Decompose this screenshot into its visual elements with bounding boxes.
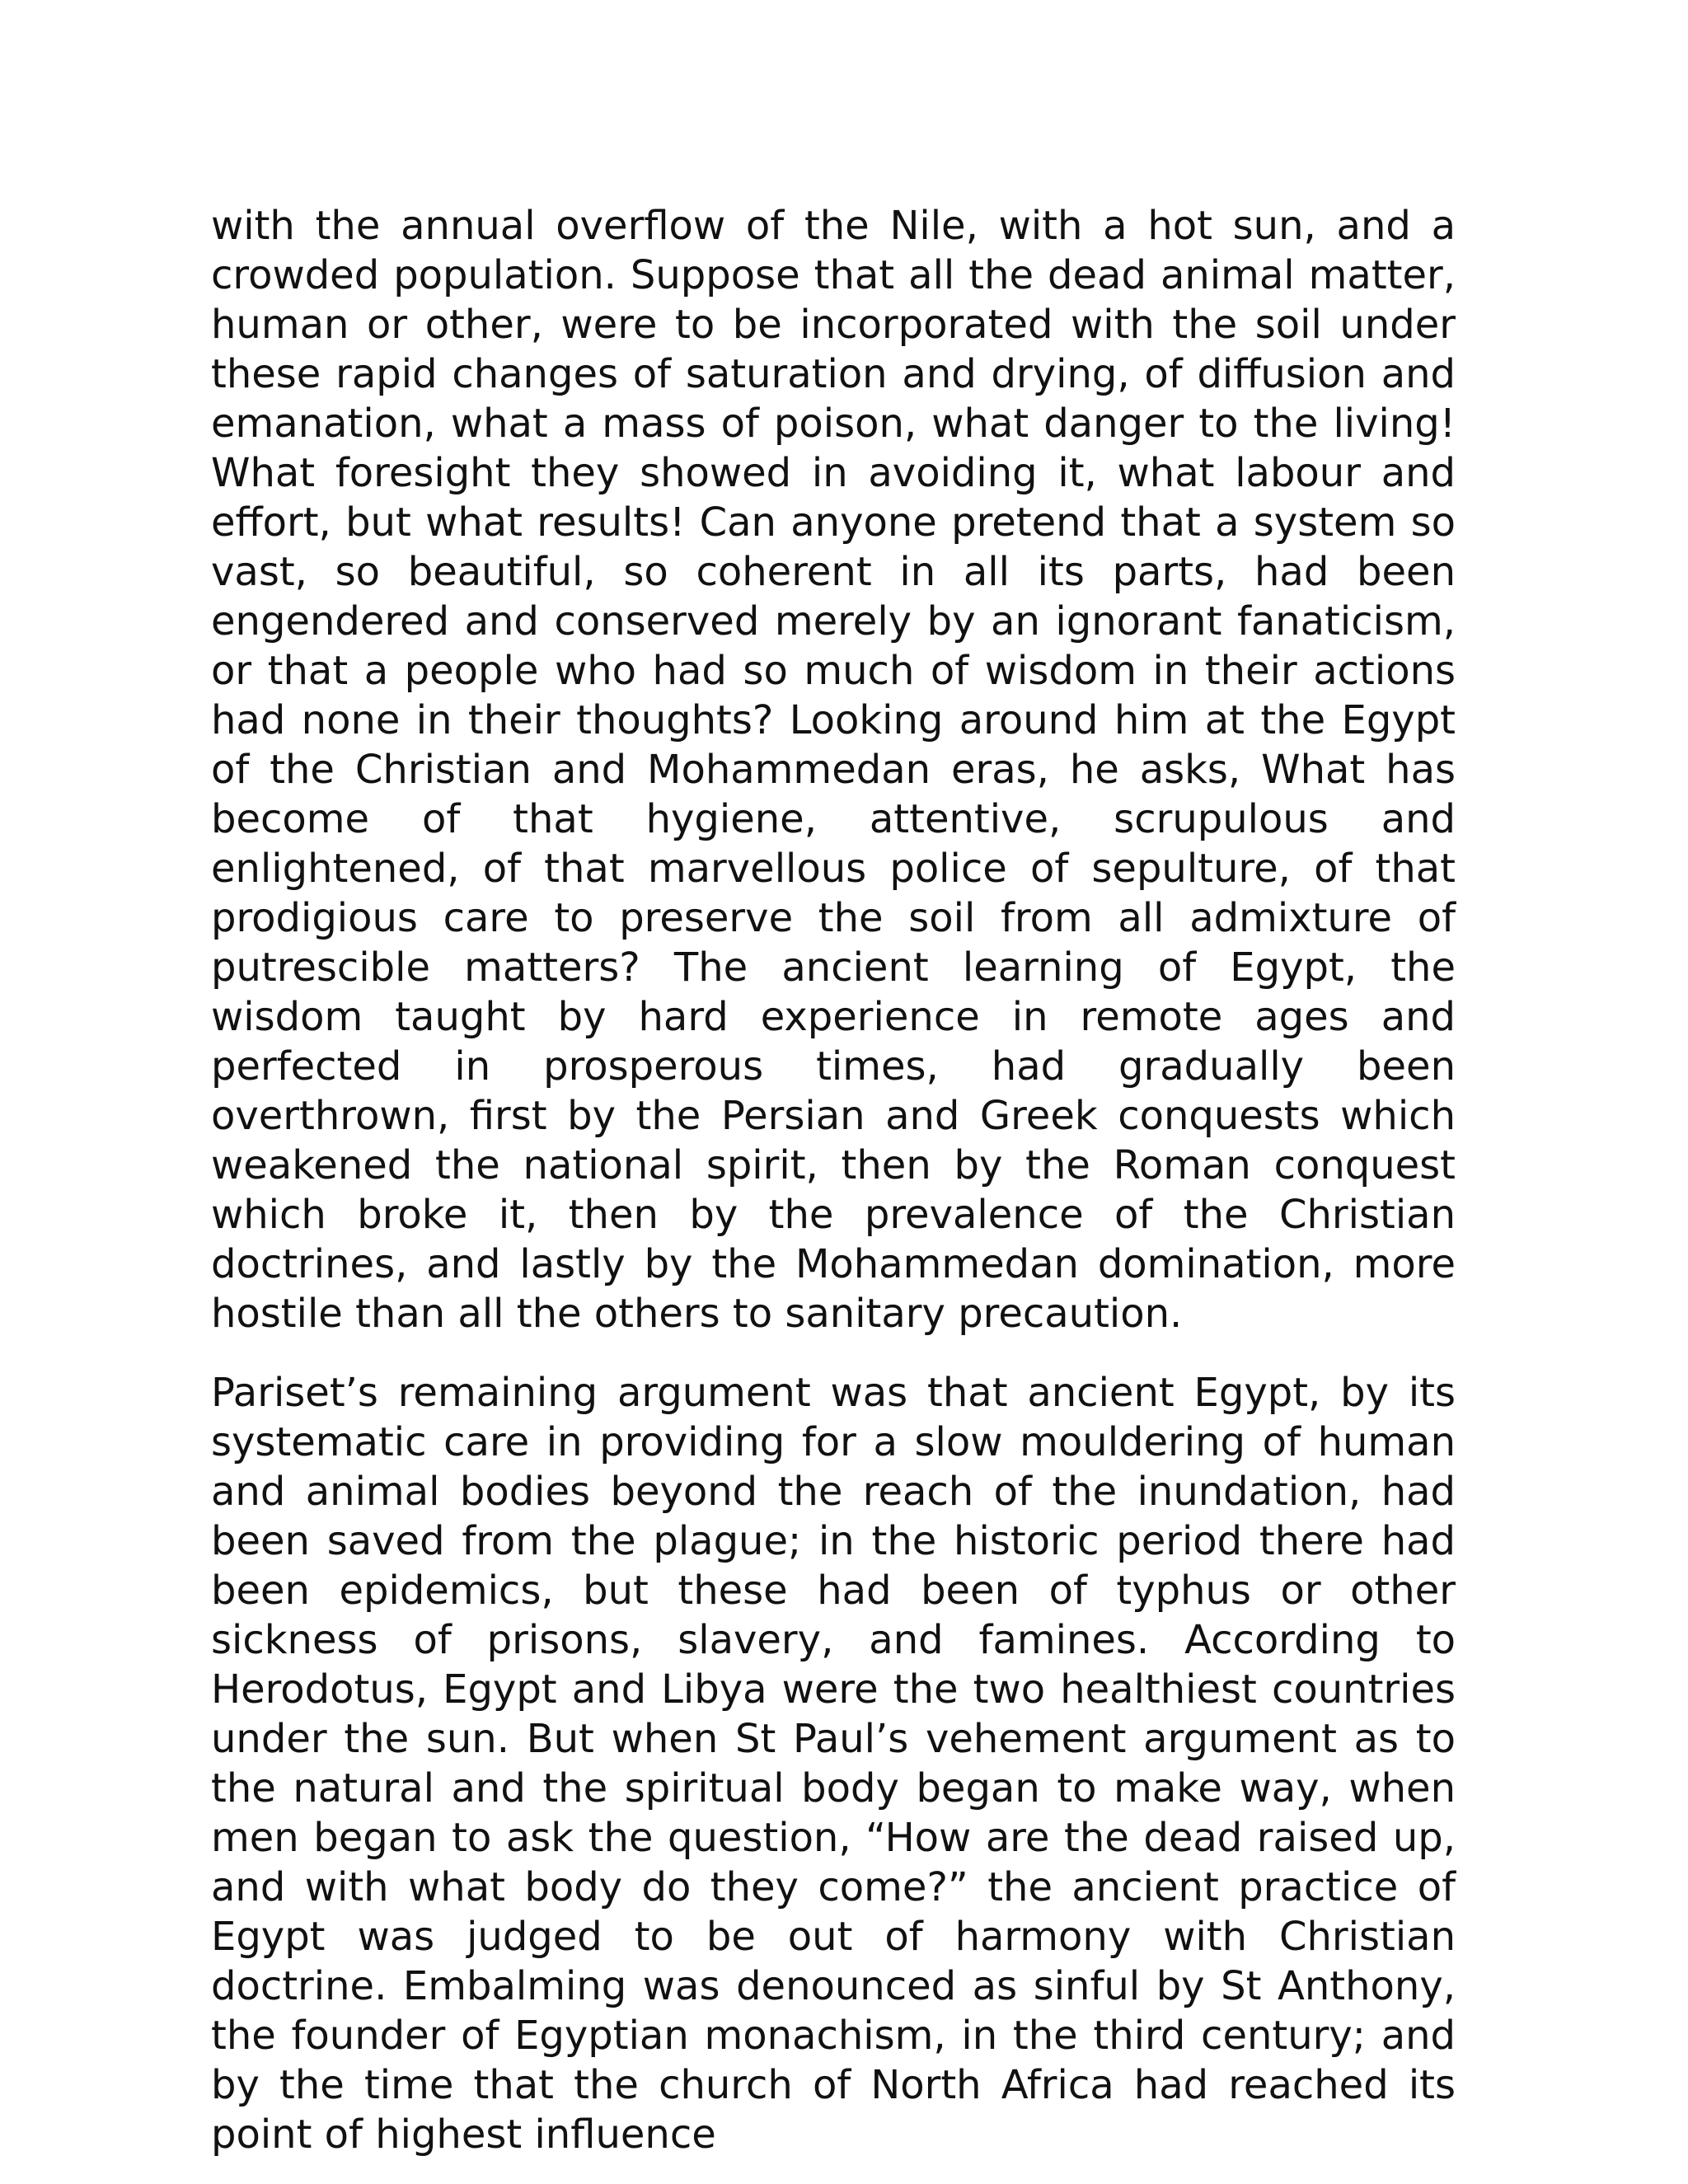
document-page [211,201,1456,2159]
paragraph-2: Pariset’s remaining argument was that ancient Egypt, by its systematic care in providing for a slow mouldering of human and animal bodies beyond the reach of the inundation, had been saved from the plague; in the historic period there had been epidemics, but these had been of typhus or other sickness of prisons, slavery, and famines. According to Herodotus, Egypt and Libya were the two healthiest countries under the sun. But when St Paul’s vehement argument as to the natural and the spiritual body began to make way, when men began to ask the question, “How are the dead raised up, and with what body do they come?” the ancient practice of Egypt was judged to be out of harmony with Christian doctrine. Embalming was denounced as sinful by St Anthony, the founder of Egyptian monachism, in the third century; and by the time that the church of North Africa had reached its point of highest influence [211,1370,1456,2158]
paragraph-1: with the annual overflow of the Nile, with a hot sun, and a crowded population. Suppose that all the dead animal matter, human or other, were to be incorporated with the soil under these rapid changes of saturation and drying, of diffusion and emanation, what a mass of poison, what danger to the living! What foresight they showed in avoiding it, what labour and effort, but what results! Can anyone pretend that a system so vast, so beautiful, so coherent in all its parts, had been engendered and conserved merely by an ignorant fanaticism, or that a people who had so much of wisdom in their actions had none in their thoughts? Looking around him at the Egypt of the Christian and Mohammedan eras, he asks, What has become of that hygiene, attentive, scrupulous and enlightened, of that marvellous police of sepulture, of that prodigious care to preserve the soil from all admixture of putrescible matters? The ancient learning of Egypt, the wisdom taught by hard experience in remote ages and perfected in prosperous times, had gradually been overthrown, first by the Persian and Greek conquests which weakened the national spirit, then by the Roman conquest which broke it, then by the prevalence of the Christian doctrines, and lastly by the Mohammedan domination, more hostile than all the others to sanitary precaution. [211,203,1456,1337]
